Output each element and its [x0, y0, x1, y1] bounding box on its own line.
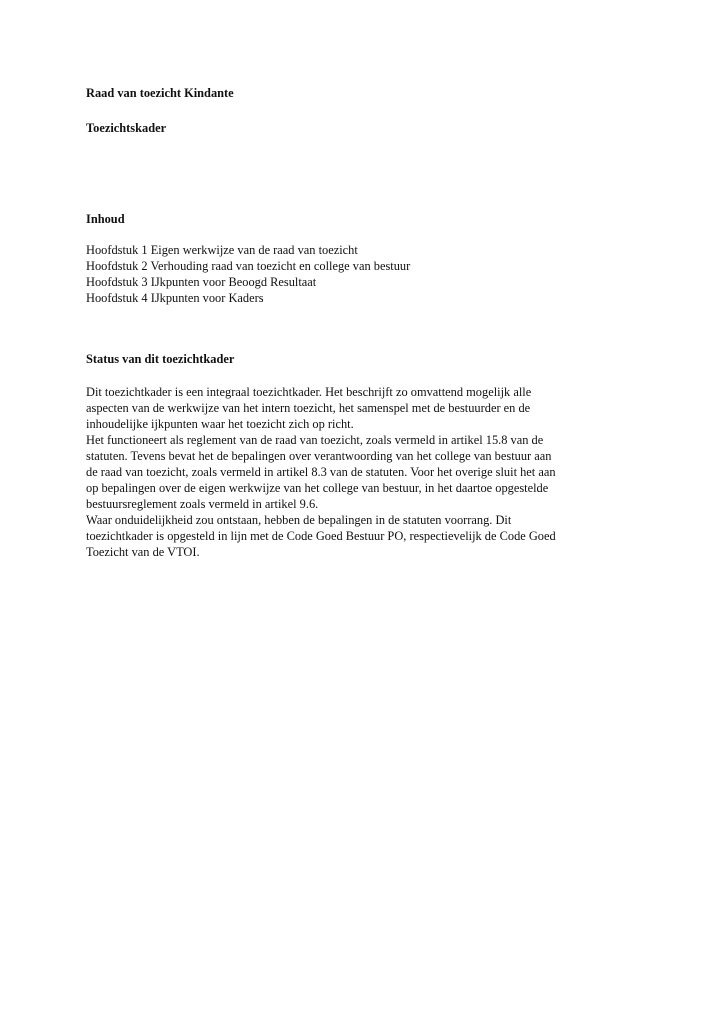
contents-heading: Inhoud [86, 212, 125, 226]
document-title: Toezichtskader [86, 121, 167, 135]
status-text-line-3: inhoudelijke ijkpunten waar het toezicht zich op richt. [86, 417, 354, 431]
status-text-line-9: Waar onduidelijkheid zou ontstaan, hebben de bepalingen in de statuten voorrang. Dit [86, 513, 512, 527]
contents-item-2: Hoofdstuk 2 Verhouding raad van toezicht en college van bestuur [86, 259, 411, 273]
status-text-line-10: toezichtkader is opgesteld in lijn met de Code Goed Bestuur PO, respectievelijk de Code Goed [86, 529, 556, 543]
organization-title: Raad van toezicht Kindante [86, 86, 234, 100]
status-text-line-8: bestuursreglement zoals vermeld in artikel 9.6. [86, 497, 319, 511]
contents-item-1: Hoofdstuk 1 Eigen werkwijze van de raad van toezicht [86, 243, 358, 257]
contents-item-4: Hoofdstuk 4 IJkpunten voor Kaders [86, 291, 264, 305]
contents-item-3: Hoofdstuk 3 IJkpunten voor Beoogd Resultaat [86, 275, 317, 289]
status-text-line-11: Toezicht van de VTOI. [86, 545, 200, 559]
status-text-line-6: de raad van toezicht, zoals vermeld in artikel 8.3 van de statuten. Voor het overige sluit het aan [86, 465, 556, 479]
status-text-line-7: op bepalingen over de eigen werkwijze van het college van bestuur, in het daartoe opgestelde [86, 481, 549, 495]
status-text-line-5: statuten. Tevens bevat het de bepalingen over verantwoording van het college van bestuur aan [86, 449, 552, 463]
status-text-line-2: aspecten van de werkwijze van het intern toezicht, het samenspel met de bestuurder en de [86, 401, 531, 415]
status-text-line-1: Dit toezichtkader is een integraal toezichtkader. Het beschrijft zo omvattend mogelijk alle [86, 385, 532, 399]
status-text-line-4: Het functioneert als reglement van de raad van toezicht, zoals vermeld in artikel 15.8 van de [86, 433, 544, 447]
status-heading: Status van dit toezichtkader [86, 352, 235, 366]
